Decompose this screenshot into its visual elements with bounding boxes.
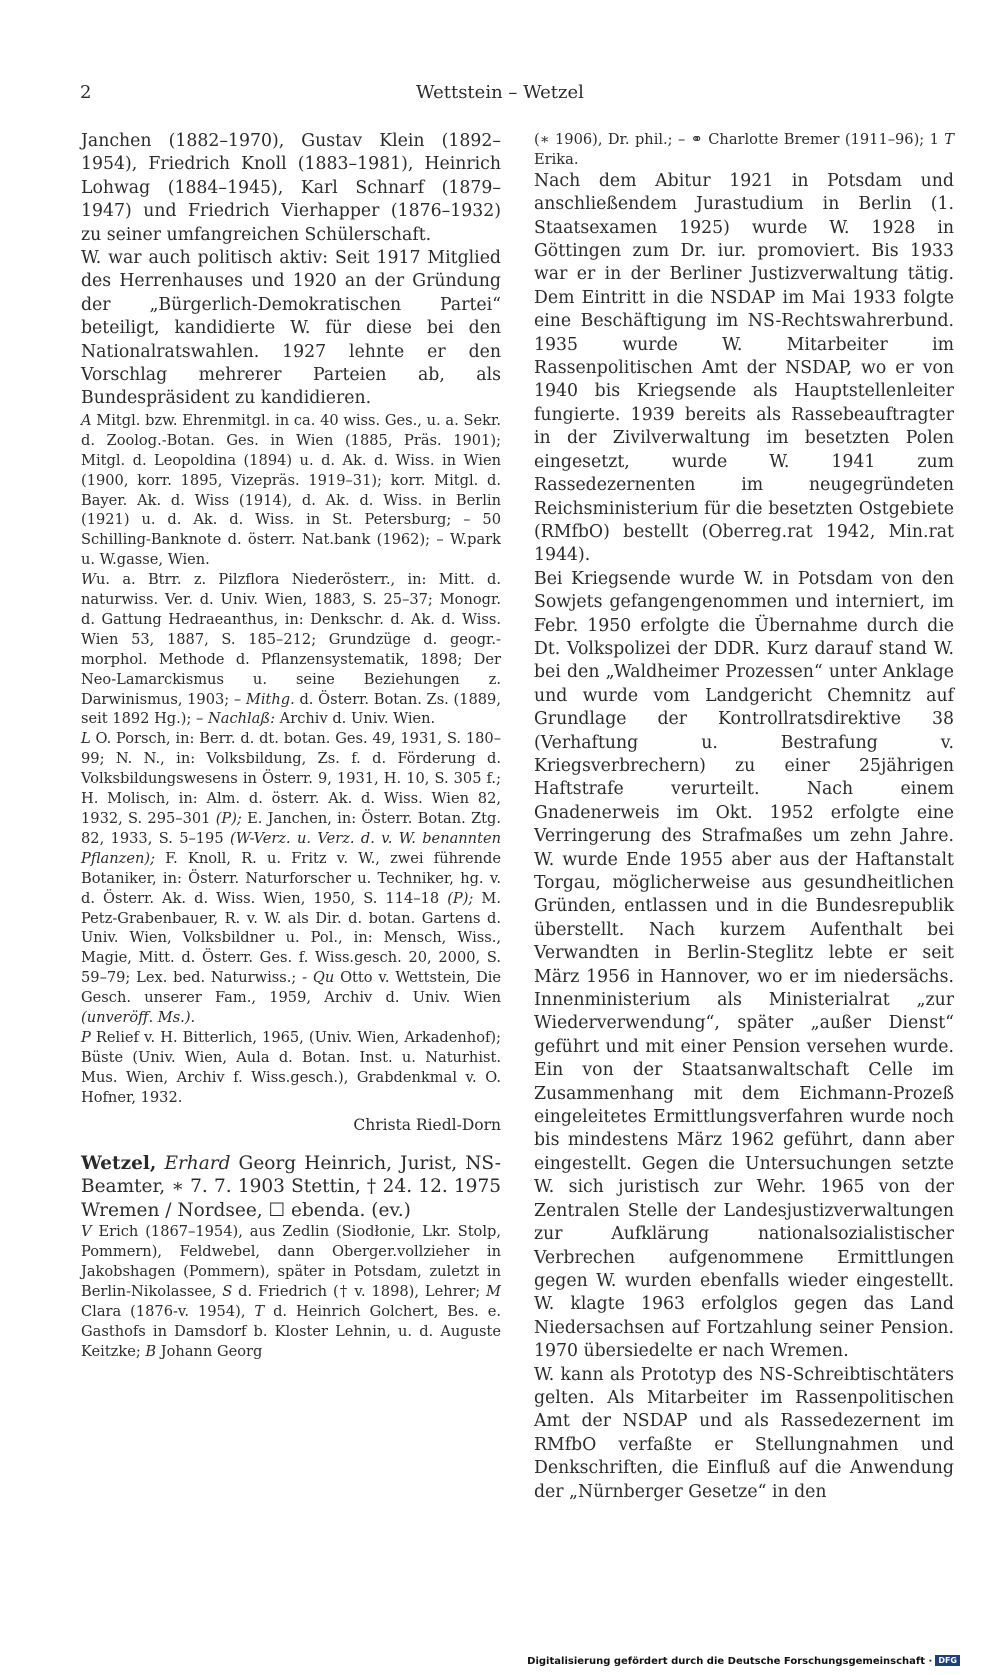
family-label: T [254,1302,265,1320]
family-text: d. Heinrich Golchert, Bes. e. Gasthofs in Damsdorf b. Kloster Lehnin, u. d. Auguste Keitzke; [81,1302,501,1360]
family-label: M [486,1282,501,1300]
author-signature: Christa Riedl-Dorn [353,1115,501,1134]
section-label: W [81,571,96,589]
family-text: Erika. [534,150,579,168]
awards-text: Mitgl. bzw. Ehrenmitgl. in ca. 40 wiss. Ges., u. a. Sekr. d. Zoolog.-Botan. Ges. in Wien (1885, Präs. 1901); Mitgl. d. Leopoldina (1894) u. d. Ak. d. Wiss. in Wien (1900, korr. 1895, Vizepräs. 1919–31); korr. Mitgl. d. Bayer. Ak. d. Wiss (1914), d. Ak. d. Wiss. in Berlin (1921) u. d. Ak. d. Wiss. in St. Petersburg; – 50 Schilling-Banknote d. österr. Nat.bank (1962); – W.park u. W.gasse, Wien. [81,411,501,569]
family-text: Johann Georg [156,1342,263,1360]
portraits-section [81,1028,501,1108]
family-label: S [222,1282,233,1300]
family-text: d. Friedrich († v. 1898), Lehrer; [232,1282,487,1300]
running-head: Wettstein – Wetzel [416,82,584,103]
literature-text: (P); [215,810,242,827]
digitization-credit [527,1655,960,1667]
literature-text: (P); [447,889,474,907]
family-label: B [145,1342,157,1360]
portraits-text: Relief v. H. Bitterlich, 1965, (Univ. Wien, Arkadenhof); Büste (Univ. Wien, Aula d. Botan. Inst. u. Naturhist. Mus. Wien, Archiv f. Wiss.gesch.), Grabdenkmal v. O. Hofner, 1932. [81,1028,501,1106]
family-continuation [534,130,954,170]
paragraph: W. war auch politisch aktiv: Seit 1917 Mitglied des Herrenhauses und 1920 an der Gründung der „Bürgerlich-Demokratischen Partei“ beteiligt, kandidierte W. für diese bei den Nationalratswahlen. 1927 lehnte er den Vorschlag mehrerer Parteien ab, als Bundespräsident zu kandidieren. [81,248,501,409]
family-text: Clara (1876-v. 1954), [81,1302,255,1320]
headword-given-name: Erhard [164,1152,231,1174]
paragraph: Nach dem Abitur 1921 in Potsdam und anschließendem Jurastudium in Berlin (1. Staatsexamen 1925) wurde W. 1928 in Göttingen zum Dr. iur. promoviert. Bis 1933 war er in der Berliner Justizverwaltung tätig. Dem Eintritt in die NSDAP im Mai 1933 folgte eine Beschäftigung im NS-Rechtswahrerbund. 1935 wurde W. Mitarbeiter im Rassenpolitischen Amt der NSDAP, wo er von 1940 bis Kriegsende als Hauptstellenleiter fungierte. 1939 bereits als Rassebeauftragter in der Zivilverwaltung im besetzten Polen eingesetzt, wurde W. 1941 zum Rassedezernenten im neugegründeten Reichsministerium für die besetzten Ostgebiete (RMfbO) bestellt (Oberreg.rat 1942, Min.rat 1944). [534,170,954,566]
page-number: 2 [80,82,92,103]
literature-text: F. Knoll, R. u. Fritz v. W., zwei führende Botaniker, in: Österr. Naturforscher u. Techniker, hg. v. d. Österr. Ak. d. Wiss. Wien, 1950, S. 114–18 [81,849,501,907]
literature-section [81,729,501,1028]
right-column [534,130,954,1504]
works-text: Mithg. [245,690,295,708]
section-label: P [81,1028,91,1046]
headword-details: Georg Heinrich, Jurist, NS-Beamter, ∗ 7. 7. 1903 Stettin, † 24. 12. 1975 Wremen / Nordsee, ☐ ebenda. (ev.) [81,1152,501,1221]
family-section [81,1222,501,1361]
paragraph: Janchen (1882–1970), Gustav Klein (1892–1954), Friedrich Knoll (1883–1981), Heinrich Lohwag (1884–1945), Karl Schnarf (1879–1947) und Friedrich Vierhapper (1876–1932) zu seiner umfangreichen Schülerschaft. [81,131,501,245]
paragraph: W. kann als Prototyp des NS-Schreibtischtäters gelten. Als Mitarbeiter im Rassenpolitischen Amt der NSDAP und als Rassedezernent im RMfbO verfaßte er Stellungnahmen und Denkschriften, die Einfluß auf die Anwendung der „Nürnberger Gesetze“ in den [534,1364,954,1502]
literature-text: O. Porsch, in: Berr. d. dt. botan. Ges. 49, 1931, S. 180–99; N. N., in: Volksbildung, Zs. f. d. Förderung d. Volksbildungswesens in Österr. 9, 1931, H. 10, S. 305 f.; H. Molisch, in: Alm. d. österr. Ak. d. Wiss. Wien 82, 1932, S. 295–301 [81,730,501,827]
literature-text: M. Petz-Grabenbauer, R. v. W. als Dir. d. botan. Gartens d. Univ. Wien, Volksbildner u. Pol., in: Mensch, Wiss., Magie, Mitt. d. Österr. Ges. f. Wiss.gesch. 20, 2000, S. 59–79; Lex. bed. Naturwiss.; - [81,889,501,987]
literature-text: (W-Verz. u. Verz. d. v. W. benannten Pflanzen); [81,829,501,867]
section-label: A [81,411,92,429]
literature-text: Otto v. Wettstein, Die Gesch. unserer Fam., 1959, Archiv d. Univ. Wien [81,969,502,1007]
section-label: V [81,1223,92,1241]
literature-text: (unveröff. Ms.). [81,1009,196,1027]
family-text: Erich (1867–1954), aus Zedlin (Siodłonie, Lkr. Stolp, Pommern), Feldwebel, dann Oberger.vollzieher in Jakobshagen (Pommern), später in Potsdam, zuletzt in Berlin-Nikolassee, [81,1223,501,1300]
dfg-logo: DFG [935,1655,960,1666]
section-label: L [81,730,91,748]
awards-section [81,411,501,570]
paragraph: Bei Kriegsende wurde W. in Potsdam von den Sowjets gefangengenommen und interniert, im Febr. 1950 erfolgte die Übernahme durch die Dt. Volkspolizei der DDR. Kurz darauf stand W. bei den „Waldheimer Prozessen“ unter Anklage und wurde vom Landgericht Chemnitz auf Grundlage der Kontrollratsdirektive 38 (Verhaftung u. Bestrafung v. Kriegsverbrechern) zu einer 25jährigen Haftstrafe verurteilt. Nach einem Gnadenerweis im Okt. 1952 erfolgte eine Verringerung des Strafmaßes um zehn Jahre. W. wurde Ende 1955 aber aus der Haftanstalt Torgau, möglicherweise aus gesundheitlichen Gründen, entlassen und in die Bundesrepublik überstellt. Nach kurzem Aufenthalt bei Verwandten in Berlin-Steglitz lebte er seit März 1956 in Hannover, wo er im niedersächs. Innenministerium als Ministerialrat „zur Wiederverwendung“, später „außer Dienst“ geführt und mit einer Pension versehen wurde. Ein von der Staatsanwaltschaft Celle im Zusammenhang mit dem Eichmann-Prozeß eingeleitetes Ermittlungsverfahren wurde noch bis mindestens März 1962 geführt, dann aber eingestellt. Gegen die Untersuchungen setzte W. sich juristisch zur Wehr. 1965 von der Zentralen Stelle der Landesjustizverwaltungen zur Aufklärung nationalsozialistischer Verbrechen aufgenommene Ermittlungen gegen W. wurden ebenfalls wieder eingestellt. W. klagte 1963 erfolglos gegen das Land Niedersachsen auf Fortzahlung seiner Pension. 1970 übersiedelte er nach Wremen. [534,568,954,1362]
credit-text: Digitalisierung gefördert durch die Deutsche Forschungsgemeinschaft · [527,1656,933,1667]
headword-surname: Wetzel, [81,1152,157,1174]
literature-text: E. Janchen, in: Österr. Botan. Ztg. 82, 1933, S. 5–195 [81,810,501,847]
literature-text: Qu [312,969,335,987]
works-text: Nachlaß: [207,710,276,728]
works-section [81,570,501,729]
works-text: d. Österr. Botan. Zs. (1889, seit 1892 Hg.); – [81,690,501,728]
entry-headword [81,1152,501,1223]
family-label: T [944,131,954,148]
family-text: (∗ 1906), Dr. phil.; – ⚭ Charlotte Bremer (1911–96); 1 [534,131,945,148]
left-column [81,130,501,1361]
works-text: Archiv d. Univ. Wien. [275,710,436,728]
works-text: u. a. Btrr. z. Pilzflora Niederösterr., in: Mitt. d. naturwiss. Ver. d. Univ. Wien, 1883, S. 25–37; Monogr. d. Gattung Hedraeanthus, in: Denkschr. d. Ak. d. Wiss. Wien 53, 1887, S. 185–212; Grundzüge d. geogr.-morphol. Methode d. Pflanzensystematik, 1898; Der Neo-Lamarckismus u. seine Beziehungen z. Darwinismus, 1903; – [81,571,501,708]
